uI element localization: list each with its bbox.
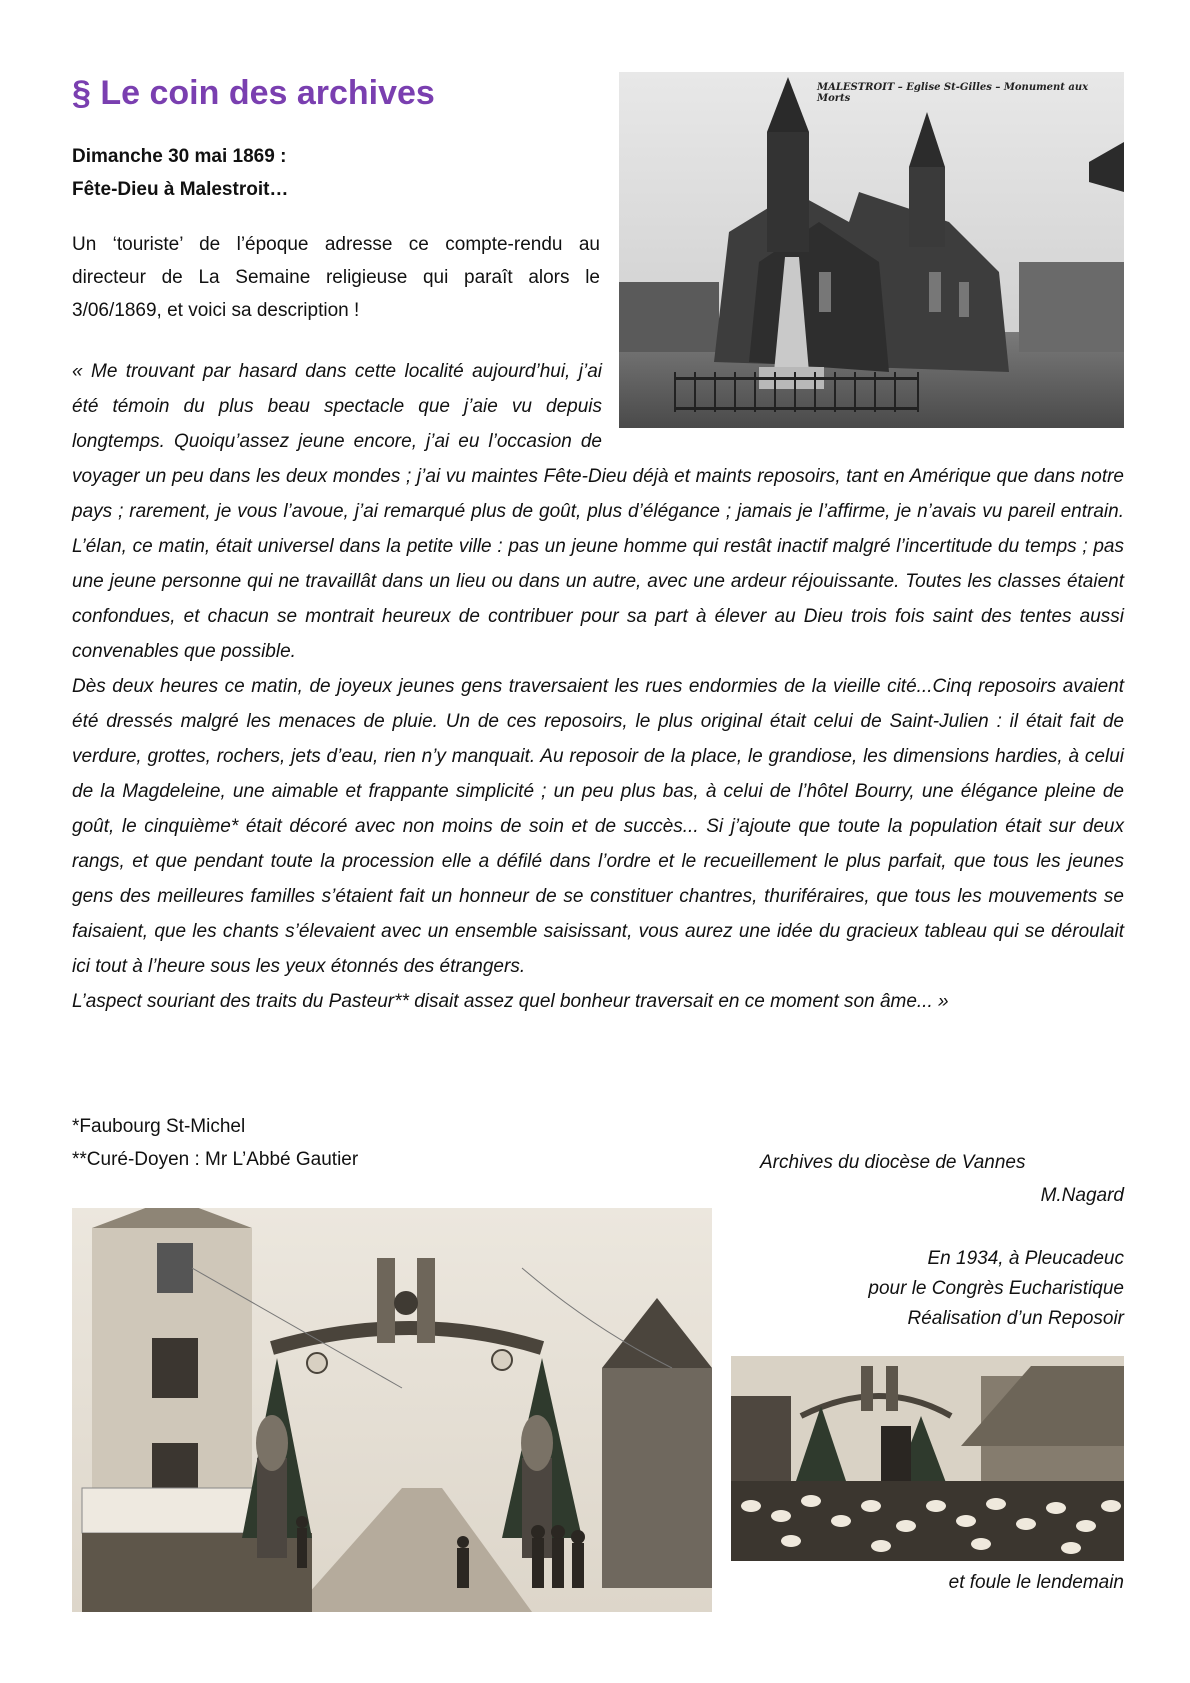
reposoir-photo	[72, 1208, 712, 1612]
footnote-2: **Curé-Doyen : Mr L’Abbé Gautier	[72, 1149, 359, 1170]
side-caption-line-3: Réalisation d’un Reposoir	[907, 1308, 1124, 1329]
article-date-heading	[72, 140, 288, 206]
article-subtitle: Fête-Dieu à Malestroit…	[72, 179, 289, 200]
quote-paragraph-3: L’aspect souriant des traits du Pasteur** disait assez quel bonheur traversait en ce moment son âme... »	[72, 991, 949, 1012]
source-line: Archives du diocèse de Vannes	[760, 1152, 1026, 1173]
side-caption	[780, 1244, 1124, 1334]
quote-paragraph-2: Dès deux heures ce matin, de joyeux jeunes gens traversaient les rues endormies de la vieille cité...Cinq reposoirs avaient été dressés malgré les menaces de pluie. Un de ces reposoirs, le plus original était celui de Saint-Julien : il était fait de verdure, grottes, rochers, jets d’eau, rien n’y manquait. Au reposoir de la place, le grandiose, les dimensions hardies, à celui de la Magdeleine, une aimable et frappante simplicité ; un peu plus bas, à celui de l’hôtel Bourry, une élégance pleine de goût, le cinquième* était décoré avec non moins de soin et de succès... Si j’ajoute que toute la population était sur deux rangs, et que pendant toute la procession elle a défilé dans l’ordre et le recueillement le plus parfait, que tous les jeunes gens des meilleures familles s’étaient fait un honneur de se constituer chantres, thuriféraires, que tous les mouvements se faisaient, que les chants s’élevaient avec un ensemble saisissant, vous aurez une idée du gracieux tableau qui se déroulait ici tout à l’heure sous les yeux étonnés des étrangers.	[72, 676, 1124, 977]
side-caption-line-2: pour le Congrès Eucharistique	[868, 1278, 1124, 1299]
page-title: § Le coin des archives	[72, 74, 435, 112]
crowd-photo-caption: et foule le lendemain	[948, 1572, 1124, 1593]
crowd-photo-drawing	[731, 1356, 1124, 1561]
date-line: Dimanche 30 mai 1869 :	[72, 146, 287, 167]
author-name: M.Nagard	[1040, 1185, 1124, 1206]
footnote-1: *Faubourg St-Michel	[72, 1116, 246, 1137]
quote-block	[72, 354, 1124, 1019]
intro-paragraph: Un ‘touriste’ de l’époque adresse ce compte-rendu au directeur de La Semaine religieuse qui paraît alors le 3/06/1869, et voici sa description !	[72, 234, 600, 321]
side-caption-line-1: En 1934, à Pleucadeuc	[927, 1248, 1124, 1269]
church-photo-caption: MALESTROIT – Eglise St-Gilles – Monument aux Morts	[817, 82, 1089, 104]
crowd-photo	[731, 1356, 1124, 1561]
photo-wrap-spacer	[602, 354, 1124, 455]
reposoir-photo-drawing	[72, 1208, 712, 1612]
quote-paragraph-1: « Me trouvant par hasard dans cette localité aujourd’hui, j’ai été témoin du plus beau spectacle que j’aie vu depuis longtemps. Quoiqu’assez jeune encore, j’ai eu l’occasion de voyager un peu dans les deux mondes ; j’ai vu maintes Fête-Dieu déjà et maints reposoirs, tant en Amérique que dans notre pays ; rarement, je vous l’avoue, j’ai remarqué plus de goût, plus d’élégance ; jamais je l’affirme, je n’avais vu pareil entrain. L’élan, ce matin, était universel dans la petite ville : pas un jeune homme qui restât inactif malgré l’incertitude du temps ; pas une jeune personne qui ne travaillât dans un lieu ou dans un autre, avec une ardeur réjouissante. Toutes les classes étaient confondues, et chacun se montrait heureux de contribuer pour sa part à élever au Dieu trois fois saint des tentes aussi convenables que possible.	[72, 361, 1124, 662]
